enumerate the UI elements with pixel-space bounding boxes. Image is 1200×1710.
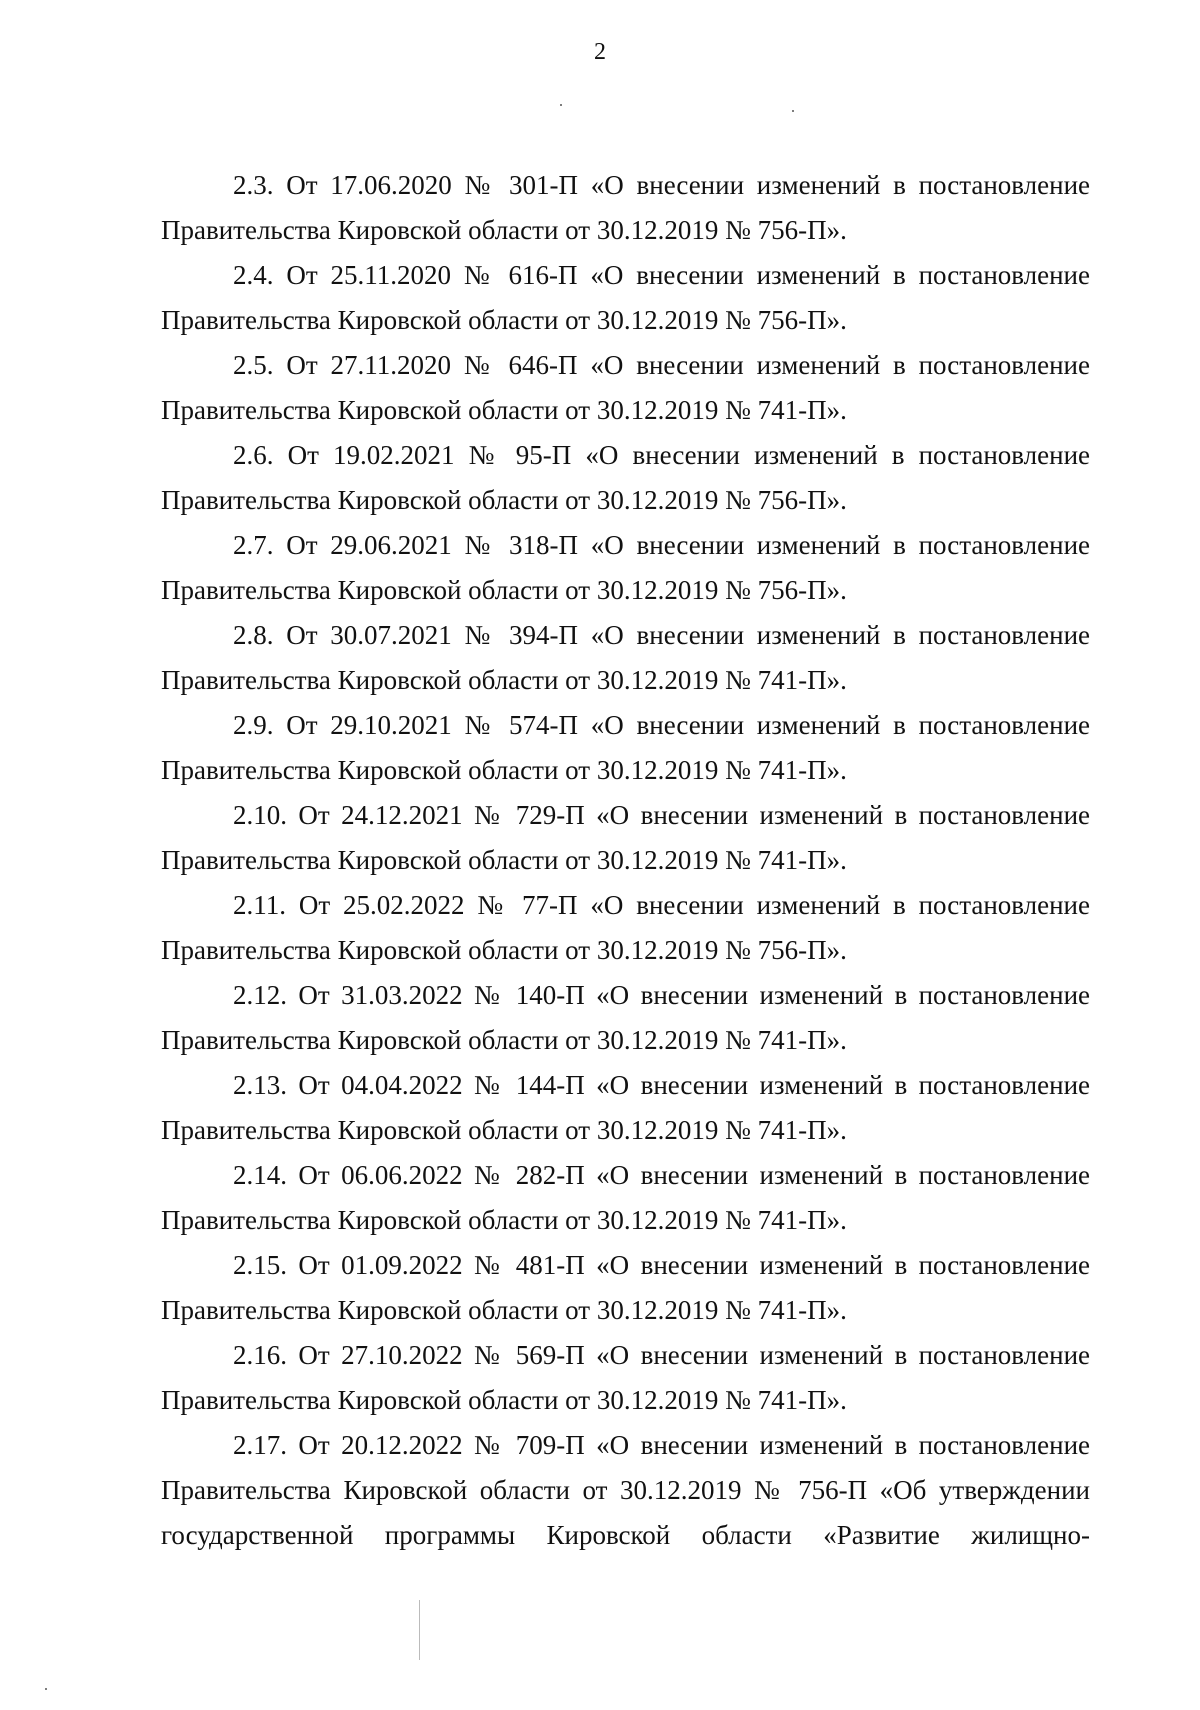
- item-first-line: 2.17. От 20.12.2022 № 709-П «О внесении изменений в постановление: [233, 1430, 1090, 1460]
- list-item: [161, 613, 1090, 703]
- list-item: [161, 163, 1090, 253]
- item-first-line: 2.6. От 19.02.2021 № 95-П «О внесении изменений в постановление: [233, 440, 1090, 470]
- item-second-line: Правительства Кировской области от 30.12.2019 № 741-П».: [161, 1385, 847, 1415]
- item-second-line: Правительства Кировской области от 30.12.2019 № 741-П».: [161, 665, 847, 695]
- item-first-line: 2.12. От 31.03.2022 № 140-П «О внесении изменений в постановление: [233, 980, 1090, 1010]
- item-second-line: Правительства Кировской области от 30.12.2019 № 741-П».: [161, 1295, 847, 1325]
- scan-speck: [419, 1600, 420, 1660]
- item-first-line: 2.9. От 29.10.2021 № 574-П «О внесении изменений в постановление: [233, 710, 1090, 740]
- item-third-line: государственной программы Кировской области «Развитие жилищно-: [161, 1520, 1090, 1550]
- scan-speck: [45, 1688, 47, 1690]
- item-second-line: Правительства Кировской области от 30.12.2019 № 756-П».: [161, 485, 847, 515]
- item-second-line: Правительства Кировской области от 30.12.2019 № 756-П».: [161, 305, 847, 335]
- item-first-line: 2.4. От 25.11.2020 № 616-П «О внесении изменений в постановление: [233, 260, 1090, 290]
- list-item: [161, 1063, 1090, 1153]
- list-item: [161, 1243, 1090, 1333]
- item-first-line: 2.3. От 17.06.2020 № 301-П «О внесении изменений в постановление: [233, 170, 1090, 200]
- scan-speck: [560, 104, 562, 106]
- item-first-line: 2.7. От 29.06.2021 № 318-П «О внесении изменений в постановление: [233, 530, 1090, 560]
- item-first-line: 2.11. От 25.02.2022 № 77-П «О внесении изменений в постановление: [233, 890, 1090, 920]
- list-item: [161, 1333, 1090, 1423]
- list-item: [161, 793, 1090, 883]
- page-number: 2: [594, 39, 606, 65]
- list-item: [161, 883, 1090, 973]
- item-second-line: Правительства Кировской области от 30.12.2019 № 741-П».: [161, 1205, 847, 1235]
- list-item: [161, 433, 1090, 523]
- item-first-line: 2.14. От 06.06.2022 № 282-П «О внесении изменений в постановление: [233, 1160, 1090, 1190]
- list-item: [161, 343, 1090, 433]
- item-second-line: Правительства Кировской области от 30.12.2019 № 741-П».: [161, 1025, 847, 1055]
- item-second-line: Правительства Кировской области от 30.12.2019 № 741-П».: [161, 845, 847, 875]
- item-first-line: 2.5. От 27.11.2020 № 646-П «О внесении изменений в постановление: [233, 350, 1090, 380]
- item-first-line: 2.15. От 01.09.2022 № 481-П «О внесении изменений в постановление: [233, 1250, 1090, 1280]
- item-second-line: Правительства Кировской области от 30.12.2019 № 741-П».: [161, 395, 847, 425]
- document-body: [161, 163, 1090, 1558]
- item-second-line: Правительства Кировской области от 30.12.2019 № 756-П».: [161, 575, 847, 605]
- list-item: [161, 973, 1090, 1063]
- scan-speck: [792, 110, 794, 112]
- item-first-line: 2.8. От 30.07.2021 № 394-П «О внесении изменений в постановление: [233, 620, 1090, 650]
- list-item: [161, 523, 1090, 613]
- list-item: [161, 703, 1090, 793]
- item-second-line: Правительства Кировской области от 30.12.2019 № 741-П».: [161, 755, 847, 785]
- item-second-line: Правительства Кировской области от 30.12.2019 № 756-П «Об утверждении: [161, 1475, 1090, 1505]
- list-item-last: [161, 1423, 1090, 1558]
- list-item: [161, 1153, 1090, 1243]
- list-item: [161, 253, 1090, 343]
- item-first-line: 2.10. От 24.12.2021 № 729-П «О внесении изменений в постановление: [233, 800, 1090, 830]
- item-first-line: 2.13. От 04.04.2022 № 144-П «О внесении изменений в постановление: [233, 1070, 1090, 1100]
- item-second-line: Правительства Кировской области от 30.12.2019 № 756-П».: [161, 935, 847, 965]
- item-second-line: Правительства Кировской области от 30.12.2019 № 756-П».: [161, 215, 847, 245]
- item-first-line: 2.16. От 27.10.2022 № 569-П «О внесении изменений в постановление: [233, 1340, 1090, 1370]
- item-second-line: Правительства Кировской области от 30.12.2019 № 741-П».: [161, 1115, 847, 1145]
